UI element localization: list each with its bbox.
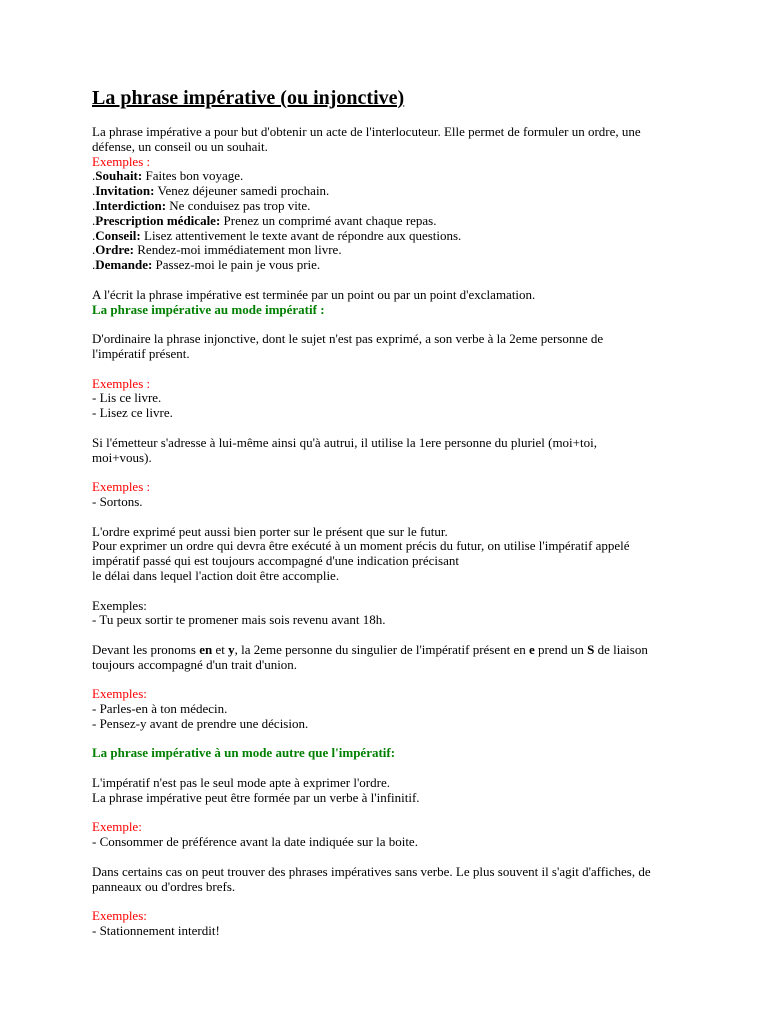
text-fragment: prend un (534, 641, 588, 657)
example-line: - Parles-en à ton médecin. (92, 701, 228, 717)
spacer (92, 465, 692, 480)
spacer (92, 806, 692, 821)
example-text: Rendez-moi immédiatement mon livre. (134, 242, 342, 258)
intro-line: défense, un conseil ou un souhait. (92, 138, 268, 154)
example-item: .Ordre: Rendez-moi immédiatement mon livre. (92, 242, 342, 258)
example-text: Faites bon voyage. (142, 168, 244, 184)
example-line: - Pensez-y avant de prendre une décision. (92, 715, 309, 731)
example-item: .Conseil: Lisez attentivement le texte avant de répondre aux questions. (92, 227, 462, 243)
punctuation-note: A l'écrit la phrase impérative est terminée par un point ou par un point d'exclamation. (92, 286, 536, 302)
paragraph-line: L'ordre exprimé peut aussi bien porter sur le présent que sur le futur. (92, 523, 448, 539)
paragraph-line: toujours accompagné d'un trait d'union. (92, 656, 298, 672)
example-term: Prescription médicale: (95, 212, 221, 228)
examples-label: Exemples: (92, 597, 147, 613)
example-line: - Sortons. (92, 493, 143, 509)
example-text: Venez déjeuner samedi prochain. (154, 183, 330, 199)
paragraph-line: l'impératif présent. (92, 345, 190, 361)
example-item: .Souhait: Faites bon voyage. (92, 168, 244, 184)
pronoun-y: y (228, 641, 235, 657)
pronoun-en: en (199, 641, 213, 657)
spacer (92, 421, 692, 436)
example-item: .Invitation: Venez déjeuner samedi prochain. (92, 183, 330, 199)
example-line: - Consommer de préférence avant la date indiquée sur la boite. (92, 834, 418, 850)
example-term: Demande: (95, 257, 153, 273)
paragraph-line: moi+vous). (92, 449, 152, 465)
example-item: .Interdiction: Ne conduisez pas trop vite. (92, 197, 311, 213)
example-line: - Stationnement interdit! (92, 923, 220, 939)
spacer (92, 584, 692, 599)
paragraph-line: D'ordinaire la phrase injonctive, dont le sujet n'est pas exprimé, a son verbe à la 2eme personne de (92, 331, 604, 347)
text-fragment: , la 2eme personne du singulier de l'impératif présent en (234, 641, 530, 657)
example-line: - Lisez ce livre. (92, 405, 173, 421)
example-term: Souhait: (95, 168, 143, 184)
example-term: Conseil: (95, 227, 141, 243)
paragraph-line: La phrase impérative peut être formée par un verbe à l'infinitif. (92, 789, 420, 805)
paragraph-line: le délai dans lequel l'action doit être accomplie. (92, 567, 340, 583)
example-text: Lisez attentivement le texte avant de répondre aux questions. (140, 227, 462, 243)
text-fragment: Devant les pronoms (92, 641, 200, 657)
spacer (92, 273, 692, 288)
examples-label: Exemples : (92, 479, 151, 495)
example-term: Ordre: (95, 242, 134, 258)
text-fragment: de liaison (594, 641, 648, 657)
examples-label: Exemples: (92, 908, 147, 924)
intro-line: La phrase impérative a pour but d'obtenir un acte de l'interlocuteur. Elle permet de formuler un ordre, une (92, 124, 641, 139)
example-text: Prenez un comprimé avant chaque repas. (220, 212, 437, 228)
paragraph-line: Si l'émetteur s'adresse à lui-même ainsi qu'à autrui, il utilise la 1ere personne du pluriel (moi+toi, (92, 434, 597, 450)
example-line: - Lis ce livre. (92, 390, 162, 406)
example-item: .Prescription médicale: Prenez un comprimé avant chaque repas. (92, 212, 437, 228)
examples-label: Exemples : (92, 375, 151, 391)
section-heading-autre: La phrase impérative à un mode autre que l'impératif: (92, 745, 396, 761)
example-term: Interdiction: (95, 197, 167, 213)
example-text: Passez-moi le pain je vous prie. (152, 257, 321, 273)
example-item: .Demande: Passez-moi le pain je vous prie. (92, 257, 321, 273)
document-body (92, 125, 692, 939)
examples-label: Exemples: (92, 686, 147, 702)
spacer (92, 672, 692, 687)
examples-label: Exemples : (92, 153, 151, 169)
spacer (92, 732, 692, 747)
spacer (92, 628, 692, 643)
paragraph-line: impératif passé qui est toujours accompagné d'une indication précisant (92, 553, 459, 569)
spacer (92, 317, 692, 332)
spacer (92, 894, 692, 909)
paragraph-line: Dans certains cas on peut trouver des phrases impératives sans verbe. Le plus souvent il s'agit d'affiches, de (92, 863, 651, 879)
text-fragment: et (212, 641, 229, 657)
paragraph-line: L'impératif n'est pas le seul mode apte à exprimer l'ordre. (92, 775, 390, 791)
paragraph-line: panneaux ou d'ordres brefs. (92, 878, 236, 894)
page-title: La phrase impérative (ou injonctive) (92, 87, 405, 109)
spacer (92, 510, 692, 525)
examples-label: Exemple: (92, 819, 142, 835)
section-heading-imperatif: La phrase impérative au mode impératif : (92, 301, 325, 317)
spacer (92, 362, 692, 377)
example-text: Ne conduisez pas trop vite. (166, 197, 311, 213)
spacer (92, 761, 692, 776)
example-term: Invitation: (95, 183, 155, 199)
paragraph-line (92, 643, 692, 658)
example-line: - Tu peux sortir te promener mais sois revenu avant 18h. (92, 612, 386, 628)
letter-e: e (529, 641, 535, 657)
spacer (92, 850, 692, 865)
paragraph-line: Pour exprimer un ordre qui devra être exécuté à un moment précis du futur, on utilise l'impératif appelé (92, 538, 630, 554)
letter-s: S (587, 641, 595, 657)
